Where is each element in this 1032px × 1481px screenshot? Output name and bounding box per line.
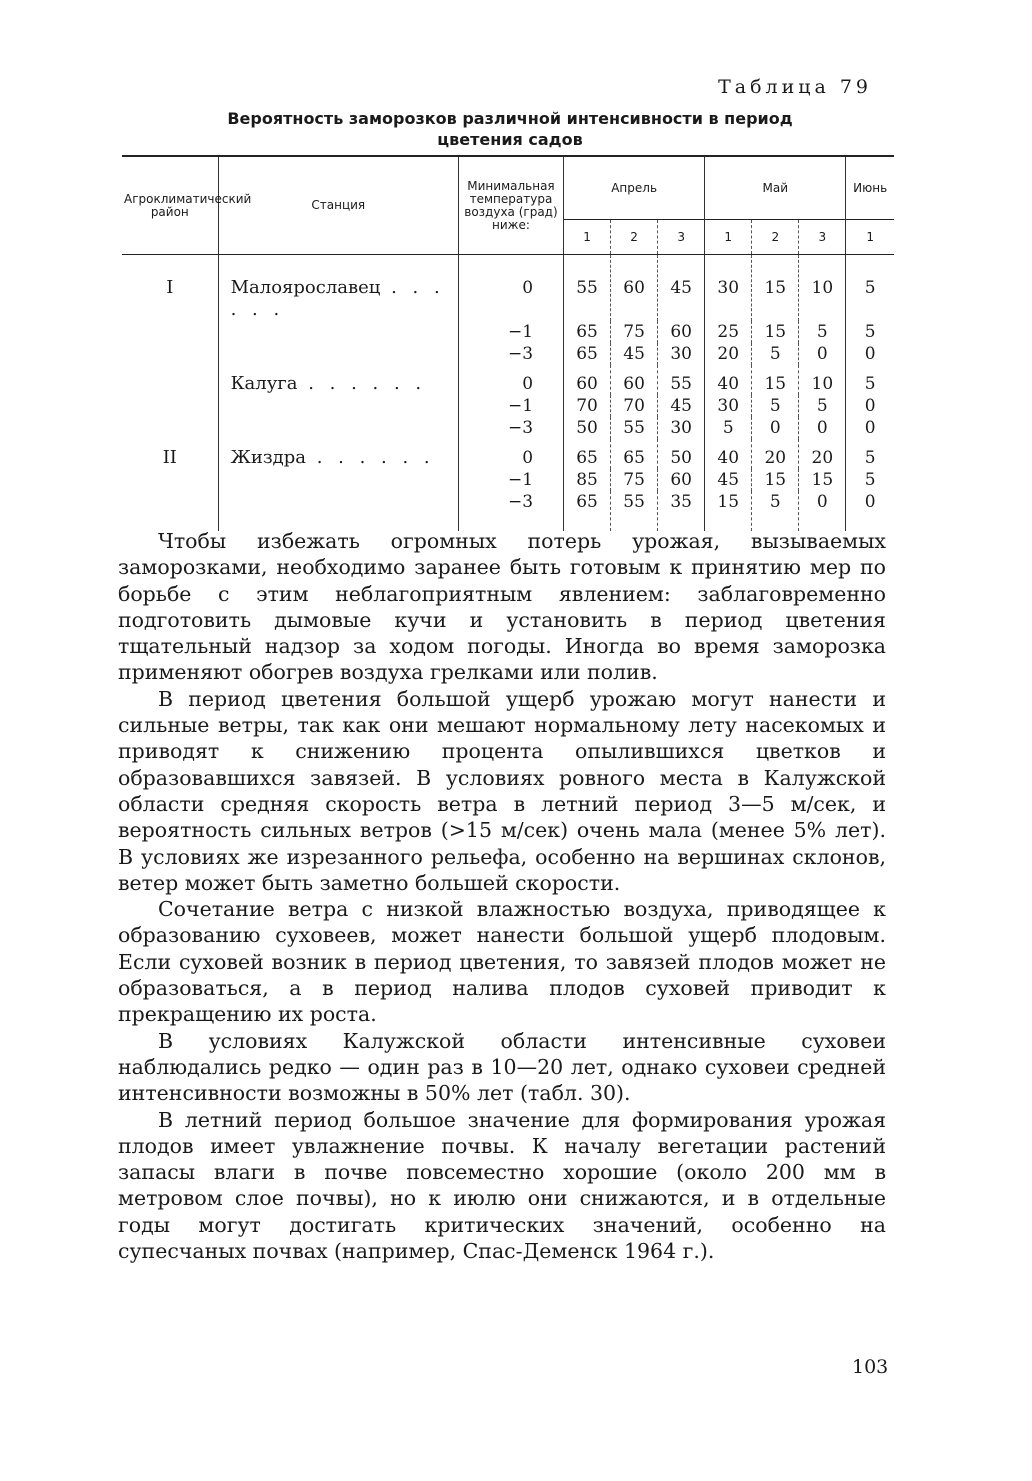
cell-temperature: 0 bbox=[458, 365, 563, 395]
paragraph: В условиях Калужской области интенсивные суховеи наблюдались редко — один раз в 10—20 лет, однако суховеи средней интенсивности возможны в 50% лет (табл. 30). bbox=[118, 1028, 886, 1106]
header-station: Станция bbox=[218, 156, 458, 255]
cell-probability: 0 bbox=[864, 344, 876, 364]
table-row bbox=[122, 321, 894, 343]
cell-probability: 15 bbox=[752, 255, 799, 322]
cell-station bbox=[218, 343, 458, 365]
cell-probability: 60 bbox=[564, 365, 611, 395]
cell-probability: 5 bbox=[864, 322, 876, 342]
header-june: Июнь bbox=[846, 156, 894, 220]
cell-probability: 65 bbox=[564, 439, 611, 469]
cell-station bbox=[218, 439, 458, 469]
header-decade: 3 bbox=[799, 220, 846, 255]
table-row bbox=[122, 491, 894, 531]
cell-probability: 60 bbox=[658, 469, 705, 491]
cell-probability: 5 bbox=[752, 395, 799, 417]
cell-probability: 0 bbox=[864, 418, 876, 438]
paragraph: Сочетание ветра с низкой влажностью воздуха, приводящее к образованию суховеев, может нанести большой ущерб плодовым. Если суховей возник в период цветения, то завязей плодов может не образоваться, а в период налива плодов суховей приводит к прекращению их роста. bbox=[118, 897, 886, 1027]
table-row bbox=[122, 365, 894, 395]
station-name: Жиздра bbox=[230, 447, 306, 468]
cell-region bbox=[122, 469, 218, 491]
cell-probability: 5 bbox=[864, 374, 876, 394]
cell-probability: 40 bbox=[705, 439, 752, 469]
cell-probability: 60 bbox=[658, 321, 705, 343]
cell-probability: 55 bbox=[611, 491, 658, 531]
cell-probability: 75 bbox=[611, 321, 658, 343]
cell-probability: 85 bbox=[564, 469, 611, 491]
header-april: Апрель bbox=[564, 156, 705, 220]
cell-region bbox=[122, 365, 218, 395]
table-row bbox=[122, 417, 894, 439]
cell-region bbox=[122, 343, 218, 365]
cell-probability: 15 bbox=[752, 365, 799, 395]
header-decade: 1 bbox=[705, 220, 752, 255]
cell-probability: 65 bbox=[564, 491, 611, 531]
cell-probability: 30 bbox=[658, 417, 705, 439]
cell-probability: 65 bbox=[564, 343, 611, 365]
table-row bbox=[122, 395, 894, 417]
cell-probability: 20 bbox=[705, 343, 752, 365]
header-decade: 3 bbox=[658, 220, 705, 255]
cell-probability: 30 bbox=[658, 343, 705, 365]
cell-probability: 0 bbox=[864, 492, 876, 512]
cell-probability: 45 bbox=[658, 395, 705, 417]
body-text bbox=[118, 528, 886, 1264]
paragraph: В период цветения большой ущерб урожаю могут нанести и сильные ветры, так как они мешают нормальному лету насекомых и приводят к снижению процента опылившихся цветков и образовавшихся завязей. В условиях ровного места в Калужской области средняя скорость ветра в летний период 3—5 м/сек, и вероятность сильных ветров (>15 м/сек) очень мала (менее 5% лет). В условиях же изрезанного рельефа, особенно на вершинах склонов, ветер может быть заметно большей скорости. bbox=[118, 686, 886, 895]
table-row bbox=[122, 255, 894, 322]
cell-region bbox=[122, 491, 218, 531]
cell-probability: 15 bbox=[799, 469, 846, 491]
cell-temperature: −3 bbox=[458, 417, 563, 439]
cell-station bbox=[218, 491, 458, 531]
cell-probability: 55 bbox=[658, 365, 705, 395]
paragraph: В летний период большое значение для формирования урожая плодов имеет увлажнение почвы. К началу вегетации растений запасы влаги в почве повсеместно хорошие (около 200 мм в метровом слое почвы), но к июлю они снижаются, и в отдельные годы могут достигать критических значений, особенно на супесчаных почвах (например, Спас-Деменск 1964 г.). bbox=[118, 1107, 886, 1264]
cell-probability: 5 bbox=[864, 470, 876, 490]
leader-dots: . . . . . . bbox=[305, 447, 435, 468]
station-name: Малоярославец bbox=[230, 277, 381, 298]
cell-station bbox=[218, 365, 458, 395]
cell-region bbox=[122, 395, 218, 417]
cell-probability: 0 bbox=[752, 417, 799, 439]
cell-station bbox=[218, 255, 458, 322]
cell-probability: 0 bbox=[799, 417, 846, 439]
header-may: Май bbox=[705, 156, 846, 220]
cell-probability: 45 bbox=[611, 343, 658, 365]
cell-probability: 0 bbox=[799, 343, 846, 365]
table-title: Вероятность заморозков различной интенсивности в период цветения садов bbox=[227, 109, 793, 149]
cell-probability: 5 bbox=[752, 343, 799, 365]
paragraph: Чтобы избежать огромных потерь урожая, вызываемых заморозками, необходимо заранее быть готовым к принятию мер по борьбе с этим неблагоприятным явлением: заблаговременно подготовить дымовые кучи и установить в период цветения тщательный надзор за ходом погоды. Иногда во время заморозка применяют обогрев воздуха грелками или полив. bbox=[118, 529, 886, 685]
cell-probability: 45 bbox=[705, 469, 752, 491]
cell-probability: 70 bbox=[611, 395, 658, 417]
cell-probability: 0 bbox=[864, 396, 876, 416]
header-decade: 1 bbox=[564, 220, 611, 255]
cell-probability: 55 bbox=[564, 255, 611, 322]
cell-probability: 5 bbox=[864, 278, 876, 298]
cell-probability: 20 bbox=[799, 439, 846, 469]
cell-station bbox=[218, 469, 458, 491]
header-decade: 1 bbox=[846, 220, 894, 255]
cell-temperature: 0 bbox=[458, 255, 563, 322]
cell-probability: 5 bbox=[705, 417, 752, 439]
cell-temperature: −3 bbox=[458, 343, 563, 365]
leader-dots: . . . . . . bbox=[230, 277, 445, 320]
cell-probability: 40 bbox=[705, 365, 752, 395]
cell-probability: 30 bbox=[705, 255, 752, 322]
table-row bbox=[122, 469, 894, 491]
leader-dots: . . . . . . bbox=[297, 373, 427, 394]
cell-region: II bbox=[122, 439, 218, 469]
cell-probability: 15 bbox=[752, 469, 799, 491]
header-decade: 2 bbox=[611, 220, 658, 255]
cell-probability: 65 bbox=[564, 321, 611, 343]
cell-probability: 35 bbox=[658, 491, 705, 531]
cell-probability: 5 bbox=[799, 321, 846, 343]
cell-probability: 5 bbox=[752, 491, 799, 531]
cell-probability: 15 bbox=[752, 321, 799, 343]
header-decade: 2 bbox=[752, 220, 799, 255]
cell-probability: 75 bbox=[611, 469, 658, 491]
cell-probability: 60 bbox=[611, 365, 658, 395]
table-row bbox=[122, 343, 894, 365]
page-number: 103 bbox=[852, 1356, 889, 1378]
cell-probability: 0 bbox=[799, 491, 846, 531]
station-name: Калуга bbox=[230, 373, 298, 394]
cell-probability: 50 bbox=[658, 439, 705, 469]
cell-probability: 10 bbox=[799, 255, 846, 322]
cell-temperature: 0 bbox=[458, 439, 563, 469]
cell-probability: 50 bbox=[564, 417, 611, 439]
cell-probability: 5 bbox=[799, 395, 846, 417]
cell-station bbox=[218, 417, 458, 439]
cell-probability: 5 bbox=[864, 448, 876, 468]
cell-probability: 65 bbox=[611, 439, 658, 469]
cell-temperature: −1 bbox=[458, 395, 563, 417]
cell-probability: 55 bbox=[611, 417, 658, 439]
cell-temperature: −1 bbox=[458, 469, 563, 491]
header-min-temp: Минимальная температура воздуха (град) ниже: bbox=[458, 156, 563, 255]
cell-probability: 30 bbox=[705, 395, 752, 417]
cell-region bbox=[122, 417, 218, 439]
cell-probability: 15 bbox=[705, 491, 752, 531]
table-row bbox=[122, 439, 894, 469]
cell-probability: 45 bbox=[658, 255, 705, 322]
cell-region: I bbox=[122, 255, 218, 322]
cell-probability: 20 bbox=[752, 439, 799, 469]
cell-station bbox=[218, 395, 458, 417]
header-region: Агроклиматический район bbox=[122, 156, 218, 255]
table-label: Таблица 79 bbox=[718, 76, 872, 98]
cell-probability: 60 bbox=[611, 255, 658, 322]
cell-probability: 25 bbox=[705, 321, 752, 343]
table-body bbox=[122, 255, 894, 532]
cell-probability: 70 bbox=[564, 395, 611, 417]
cell-temperature: −3 bbox=[458, 491, 563, 531]
cell-station bbox=[218, 321, 458, 343]
cell-temperature: −1 bbox=[458, 321, 563, 343]
cell-probability: 10 bbox=[799, 365, 846, 395]
cell-region bbox=[122, 321, 218, 343]
frost-probability-table bbox=[122, 155, 894, 531]
